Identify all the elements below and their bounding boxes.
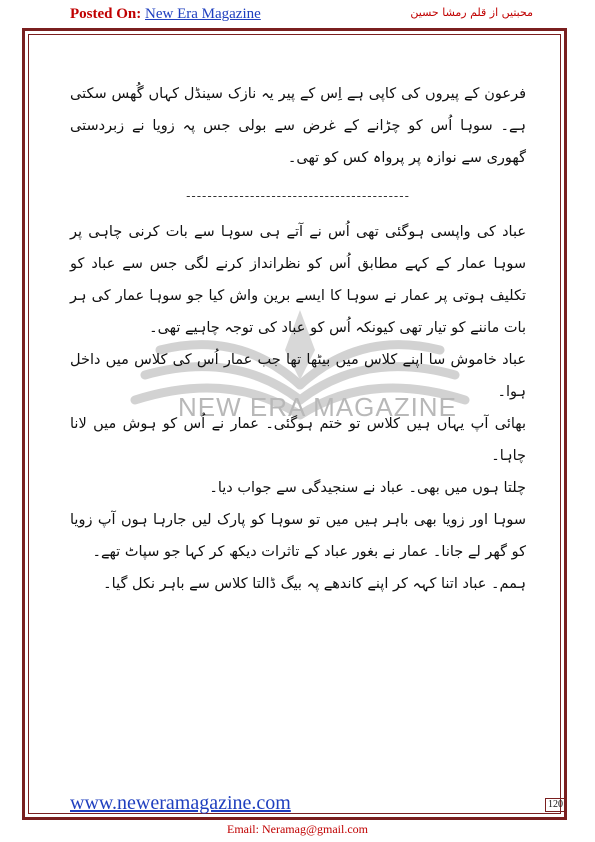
footer-email: Email: Neramag@gmail.com	[226, 822, 368, 836]
paragraph-2: عباد کی واپسی ہوگئی تھی اُس نے آتے ہی سوہا سے بات کرنی چاہی پر سوہا عمار کے کہے مطابق اُس کو نظرانداز کرنے لگی جس سے عباد کو تکلیف ہوتی پر عمار نے سوہا کا ایسے برین واش کیا جو سوہا عمار کی ہر بات ماننے کو تیار تھی کیونکہ اُس کو عباد کی توجہ چاہیے تھی۔	[70, 224, 526, 336]
page-number: 120	[545, 798, 566, 812]
paragraph-6: سوہا اور زویا بھی باہر ہیں میں تو سوہا کو پارک لیں جارہا ہوں آپ زویا کو گھر لے جانا۔ عمار نے بغور عباد کے تاثرات دیکھ کر کہا جو سپاٹ تھے۔	[70, 512, 526, 560]
paragraph-5: چلتا ہوں میں بھی۔ عباد نے سنجیدگی سے جواب دیا۔	[209, 480, 526, 496]
posted-on-header	[70, 6, 261, 23]
paragraph-7: ہمم۔ عباد اتنا کہہ کر اپنے کاندھے پہ بیگ ڈالتا کلاس سے باہر نکل گیا۔	[103, 576, 526, 592]
story-title-header: محبتیں از قلم رمشا حسین	[410, 6, 533, 19]
story-content	[70, 78, 526, 600]
magazine-link[interactable]: New Era Magazine	[145, 6, 261, 22]
section-separator: ------------------------------------------	[186, 189, 410, 203]
website-link[interactable]: www.neweramagazine.com	[70, 792, 291, 814]
posted-on-label: Posted On:	[70, 6, 145, 22]
paragraph-4: بھائی آپ یہاں ہیں کلاس تو ختم ہوگئی۔ عمار نے اُس کو ہوش میں لانا چاہا۔	[70, 416, 526, 464]
watermark-text: NEW ERA MAGAZINE	[178, 392, 457, 422]
paragraph-1: فرعون کے پیروں کی کاپی ہے اِس کے پیر یہ نازک سینڈل کہاں گُھس سکتی ہے۔ سوہا اُس کو چڑانے کے غرض سے بولی جس پہ زویا نے زبردستی گھوری سے نوازہ پر پرواہ کس کو تھی۔	[70, 86, 526, 166]
paragraph-3: عباد خاموش سا اپنے کلاس میں بیٹھا تھا جب عمار اُس کی کلاس میں داخل ہوا۔	[70, 352, 526, 400]
